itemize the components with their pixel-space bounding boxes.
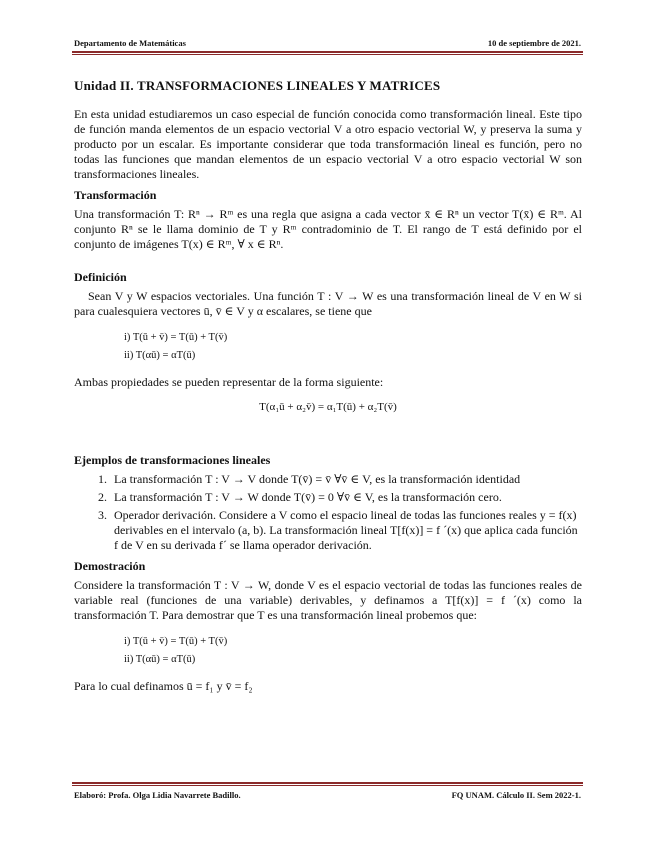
- demostracion-after: Para lo cual definamos ū = f₁ y v̄ = f₂: [74, 679, 253, 693]
- header-rule: [72, 51, 583, 55]
- property-2: ii) T(αū) = αT(ū): [124, 654, 196, 665]
- list-item: 1. La transformación T : V → V donde T(v̄) = v̄ ∀v̄ ∈ V, es la transformación identidad: [110, 472, 582, 487]
- document-body: [74, 78, 582, 698]
- property-2: ii) T(αū) = αT(ū): [124, 350, 196, 361]
- list-item: 2. La transformación T : V → W donde T(v̄) = 0 ∀v̄ ∈ V, es la transformación cero.: [110, 490, 582, 505]
- ejemplos-list: [74, 472, 582, 553]
- header-date: 10 de septiembre de 2021.: [487, 38, 581, 48]
- demostracion-properties: [124, 633, 582, 669]
- list-item: 3. Operador derivación. Considere a V como el espacio lineal de todas las funciones reales y = f(x) derivables en el intervalo (a, b). La transformación lineal T[f(x)] = f ´(x) que aplica cada función f de V en su derivada f´ se llama operador derivación.: [110, 508, 582, 553]
- footer-author: Elaboró: Profa. Olga Lidia Navarrete Badillo.: [74, 790, 241, 800]
- combined-formula: T(α₁ū + α₂v̄) = α₁T(ū) + α₂T(v̄): [259, 401, 397, 413]
- transformacion-text: Una transformación T: Rⁿ → Rᵐ es una regla que asigna a cada vector x̄ ∈ Rⁿ un vector T(x̄) ∈ Rᵐ. Al conjunto Rⁿ se le llama dominio de T y Rᵐ contradominio de T. El rango de T está definido por el conjunto de imágenes T(x) ∈ Rᵐ, ∀ x ∈ Rⁿ.: [74, 207, 582, 251]
- definicion-heading: Definición: [74, 270, 127, 284]
- demostracion-text: Considere la transformación T : V → W, donde V es el espacio vectorial de todas las funciones reales de variable real (funciones de una variable) derivables, y definamos a T[f(x)] = f ´(x) como la transformación T. Para demostrar que T es una transformación lineal probemos que:: [74, 578, 582, 622]
- property-1: i) T(ū + v̄) = T(ū) + T(v̄): [124, 636, 228, 647]
- ejemplos-heading: Ejemplos de transformaciones lineales: [74, 453, 271, 467]
- page-header: [74, 38, 581, 48]
- header-department: Departamento de Matemáticas: [74, 38, 186, 48]
- definicion-after: Ambas propiedades se pueden representar de la forma siguiente:: [74, 375, 384, 389]
- demostracion-heading: Demostración: [74, 559, 146, 573]
- definicion-text: Sean V y W espacios vectoriales. Una función T : V → W es una transformación lineal de V en W si para cualesquiera vectores ū, v̄ ∈ V y α escalares, se tiene que: [74, 289, 582, 318]
- footer-rule: [72, 782, 583, 786]
- footer-course: FQ UNAM. Cálculo II. Sem 2022-1.: [451, 790, 581, 800]
- page-footer: [74, 790, 581, 800]
- intro-paragraph: En esta unidad estudiaremos un caso especial de función conocida como transformación lineal. Este tipo de función manda elementos de un espacio vectorial V a otro espacio vectorial W, y preserva la suma y producto por un escalar. Es importante considerar que toda transformación lineal es función, pero no todas las funciones que mandan elementos de un espacio vectorial V a otro espacio vectorial W son transformaciones lineales.: [74, 107, 582, 181]
- unit-title: Unidad II. TRANSFORMACIONES LINEALES Y MATRICES: [74, 78, 441, 93]
- transformacion-heading: Transformación: [74, 188, 157, 202]
- definicion-properties: [124, 329, 582, 365]
- property-1: i) T(ū + v̄) = T(ū) + T(v̄): [124, 332, 228, 343]
